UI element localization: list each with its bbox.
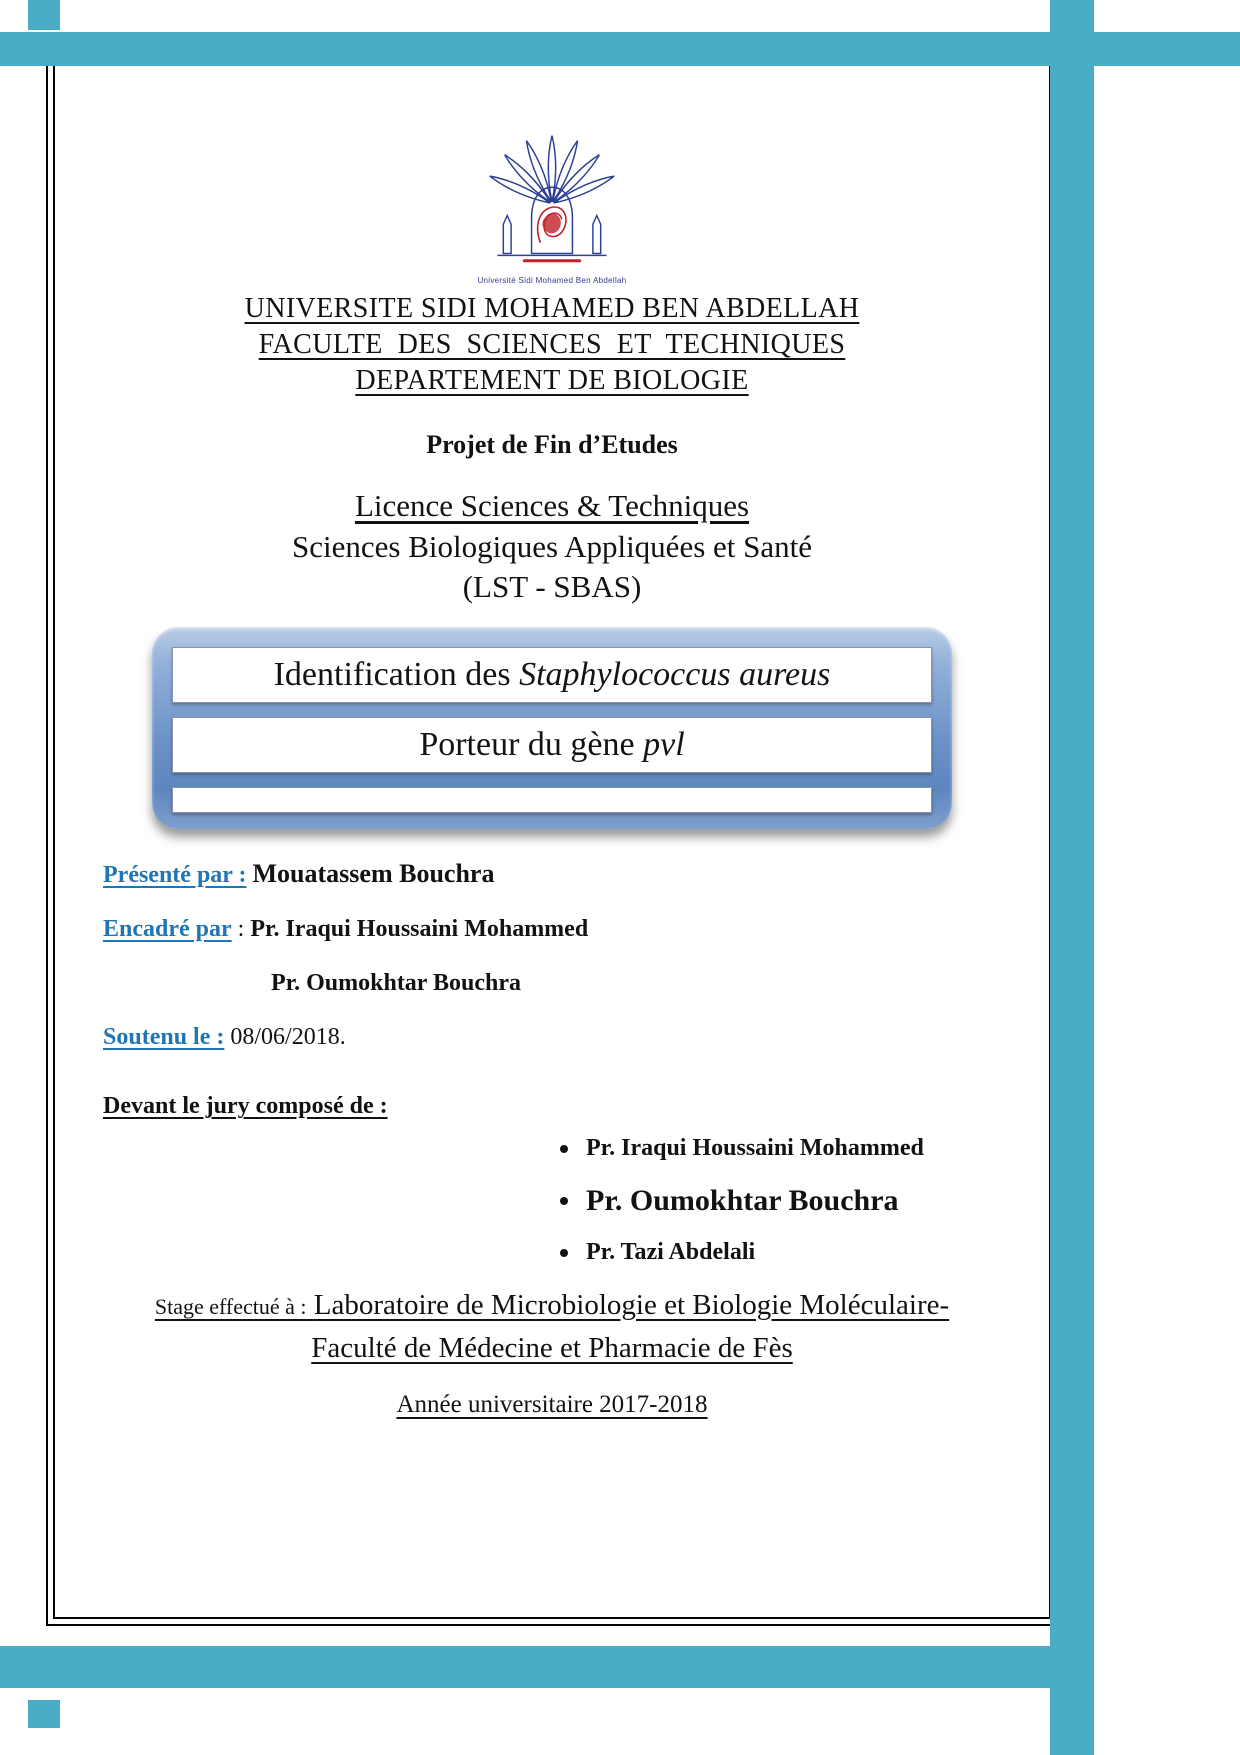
project-type: Projet de Fin d’Etudes <box>426 430 678 460</box>
title-line-2-text: Porteur du gène <box>419 726 635 764</box>
university-logo <box>457 124 647 285</box>
degree-name: Licence Sciences & Techniques <box>354 488 750 524</box>
presented-by-line <box>103 859 1058 889</box>
title-line-1 <box>172 647 932 703</box>
supervised-by-label: Encadré par <box>103 916 232 943</box>
presented-by-name: Mouatassem Bouchra <box>252 859 495 889</box>
bullet-icon <box>560 1249 568 1257</box>
defense-date-value: 08/06/2018. <box>230 1024 346 1051</box>
supervisor-2-name: Pr. Oumokhtar Bouchra <box>271 970 522 997</box>
supervised-by-line <box>103 916 1058 943</box>
teal-bar-bottom <box>0 1646 1094 1688</box>
title-banner-spacer <box>172 787 932 813</box>
faculty-name: FACULTE DES SCIENCES ET TECHNIQUES <box>258 328 846 360</box>
title-line-1-text: Identification des <box>273 656 511 694</box>
internship-line-1 <box>46 1284 1058 1328</box>
jury-list <box>46 1132 1058 1269</box>
title-line-2-italic: pvl <box>643 726 685 764</box>
department-name: DEPARTEMENT DE BIOLOGIE <box>355 364 749 396</box>
jury-heading: Devant le jury composé de : <box>103 1093 388 1120</box>
jury-member <box>560 1236 1058 1270</box>
degree-block <box>46 486 1058 607</box>
title-banner <box>152 627 952 829</box>
institution-headers <box>46 291 1058 398</box>
jury-member-name: Pr. Tazi Abdelali <box>586 1238 756 1265</box>
cover-content <box>46 46 1058 1419</box>
teal-square-bottom-left <box>28 1700 60 1728</box>
presented-by-label: Présenté par : <box>103 862 247 889</box>
bullet-icon <box>560 1145 568 1153</box>
jury-member-name: Pr. Iraqui Houssaini Mohammed <box>586 1135 924 1162</box>
internship-place-2: Faculté de Médecine et Pharmacie de Fès <box>311 1332 793 1365</box>
title-line-1-italic: Staphylococcus aureus <box>519 656 831 694</box>
supervisor-1-name: Pr. Iraqui Houssaini Mohammed <box>250 916 589 943</box>
degree-abbreviation: (LST - SBAS) <box>462 569 642 605</box>
bullet-icon <box>560 1197 568 1205</box>
defense-date-label: Soutenu le : <box>103 1024 225 1051</box>
jury-member <box>560 1132 1058 1166</box>
title-line-2 <box>172 717 932 773</box>
internship-block <box>46 1284 1058 1371</box>
academic-year: Année universitaire 2017-2018 <box>396 1390 708 1418</box>
internship-place-1: Laboratoire de Microbiologie et Biologie Moléculaire- <box>313 1288 950 1321</box>
jury-member <box>560 1180 1058 1222</box>
supervised-by-separator: : <box>237 916 245 943</box>
defense-date-line <box>103 1024 1058 1051</box>
internship-label: Stage effectué à : <box>154 1293 307 1319</box>
degree-field: Sciences Biologiques Appliquées et Santé <box>291 528 813 564</box>
university-logo-icon <box>472 124 632 270</box>
internship-line-2 <box>46 1327 1058 1371</box>
university-name: UNIVERSITE SIDI MOHAMED BEN ABDELLAH <box>244 293 860 324</box>
supervisor-2-line <box>103 970 1058 997</box>
teal-bar-right <box>1050 0 1094 1755</box>
university-logo-caption: Université Sidi Mohamed Ben Abdellah <box>477 276 627 285</box>
credits-block <box>46 859 1058 1051</box>
teal-square-top-left <box>28 0 60 30</box>
jury-member-name: Pr. Oumokhtar Bouchra <box>586 1183 899 1217</box>
